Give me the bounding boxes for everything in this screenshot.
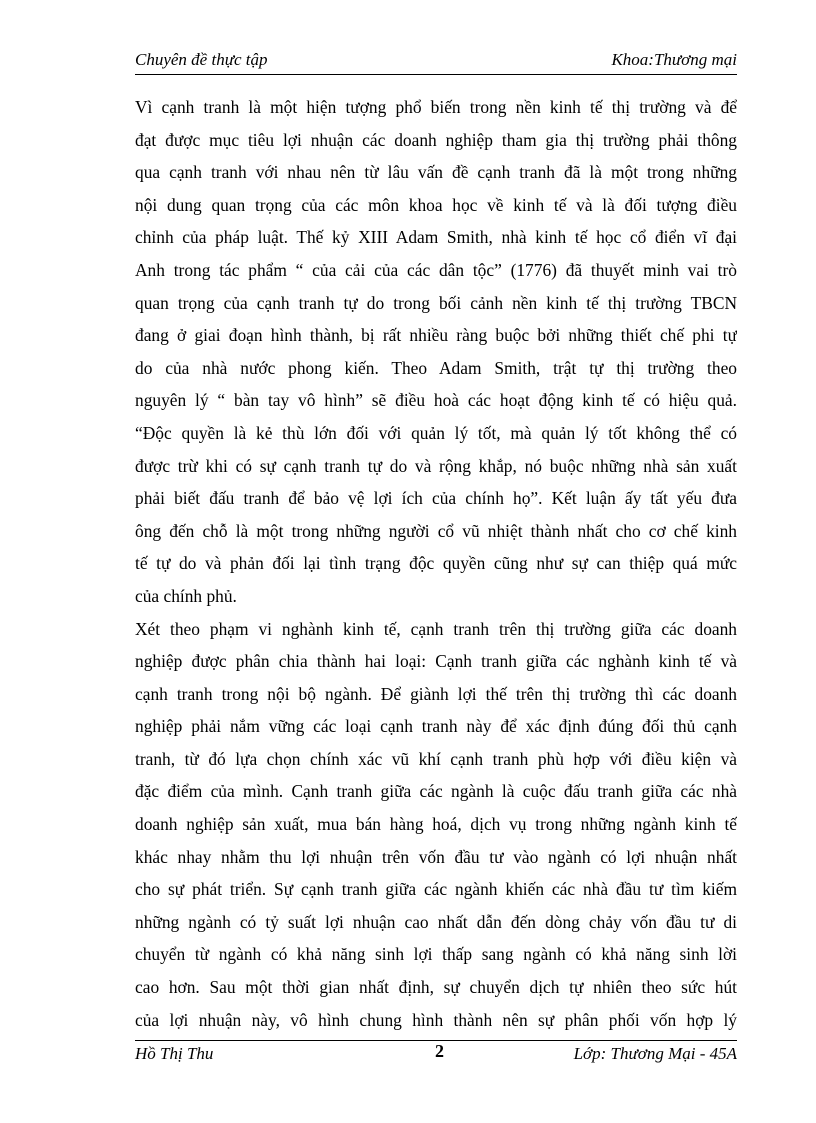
- text-line: Vì cạnh tranh là một hiện tượng phổ biến trong nền kinh tế thị trường và để: [135, 97, 737, 117]
- text-line: tế tự do và phản đối lại tình trạng độc quyền cũng như sự can thiệp quá mức: [135, 553, 737, 574]
- header-title: Chuyên đề thực tập: [135, 50, 268, 69]
- text-line: nội dung quan trọng của các môn khoa học về kinh tế và là đối tượng điều: [135, 194, 737, 215]
- text-line: do của nhà nước phong kiến. Theo Adam Smith, trật tự thị trường theo: [135, 357, 737, 378]
- text-line: Xét theo phạm vi nghành kinh tế, cạnh tranh trên thị trường giữa các doanh: [135, 618, 737, 639]
- text-line: chỉnh của pháp luật. Thế kỷ XIII Adam Smith, nhà kinh tế học cổ điển vĩ đại: [135, 227, 737, 248]
- text-line: ông đến chỗ là một trong những người cổ vũ nhiệt thành nhất cho cơ chế kinh: [135, 520, 737, 541]
- page-header: [135, 48, 737, 75]
- text-line: quan trọng của cạnh tranh tự do trong bối cảnh nền kinh tế thị trường TBCN: [135, 292, 737, 313]
- header-department: Khoa:Thương mại: [611, 50, 737, 69]
- text-line: nghiệp phải nắm vững các loại cạnh tranh này để xác định đúng đối thủ cạnh: [135, 716, 737, 737]
- text-line: “Độc quyền là kẻ thù lớn đối với quản lý tốt, mà quản lý tốt không thể có: [135, 422, 737, 443]
- text-line: nguyên lý “ bàn tay vô hình” sẽ điều hoà các hoạt động kinh tế có hiệu quả.: [135, 390, 737, 411]
- text-line: đạt được mục tiêu lợi nhuận các doanh nghiệp tham gia thị trường phải thông: [135, 129, 737, 150]
- text-line: những ngành có tỷ suất lợi nhuận cao nhất dẫn đến dòng chảy vốn đầu tư di: [135, 911, 737, 932]
- text-line: đang ở giai đoạn hình thành, bị rất nhiều ràng buộc bởi những thiết chế phi tự: [135, 325, 737, 346]
- text-line: Anh trong tác phẩm “ của cải của các dân tộc” (1776) đã thuyết minh vai trò: [135, 259, 737, 280]
- text-line: được trừ khi có sự cạnh tranh tự do và rộng khắp, nó buộc những nhà sản xuất: [135, 455, 737, 476]
- text-line: của chính phủ.: [135, 585, 237, 606]
- footer-author: Hồ Thị Thu: [135, 1044, 214, 1063]
- text-line: cho sự phát triển. Sự cạnh tranh giữa các ngành khiến các nhà đầu tư tìm kiếm: [135, 879, 737, 900]
- text-line: qua cạnh tranh với nhau nên từ lâu vấn đề cạnh tranh đã là một trong những: [135, 162, 737, 183]
- text-line: của lợi nhuận này, vô hình chung hình thành nên sự phân phối vốn hợp lý: [135, 1009, 737, 1030]
- text-line: nghiệp được phân chia thành hai loại: Cạnh tranh giữa các nghành kinh tế và: [135, 651, 737, 672]
- text-line: chuyển từ ngành có khả năng sinh lợi thấp sang ngành có khả năng sinh lời: [135, 944, 737, 965]
- document-body: [135, 91, 737, 1036]
- footer-class: Lớp: Thương Mại - 45A: [573, 1044, 737, 1063]
- page-footer: [135, 1040, 737, 1071]
- text-line: phải biết đấu tranh để bảo vệ lợi ích của chính họ”. Kết luận ấy tất yếu đưa: [135, 488, 737, 509]
- text-line: tranh, từ đó lựa chọn chính xác vũ khí cạnh tranh phù hợp với điều kiện và: [135, 748, 737, 769]
- text-line: khác nhay nhằm thu lợi nhuận trên vốn đầu tư vào ngành có lợi nhuận nhất: [135, 846, 737, 867]
- text-line: cạnh tranh trong nội bộ ngành. Để giành lợi thế trên thị trường thì các doanh: [135, 683, 737, 704]
- page-number: 2: [435, 1041, 444, 1061]
- text-line: đặc điểm của mình. Cạnh tranh giữa các ngành là cuộc đấu tranh giữa các nhà: [135, 781, 737, 802]
- text-line: doanh nghiệp sản xuất, mua bán hàng hoá, dịch vụ trong những ngành kinh tế: [135, 814, 737, 835]
- text-line: cao hơn. Sau một thời gian nhất định, sự chuyển dịch tự nhiên theo sức hút: [135, 977, 737, 998]
